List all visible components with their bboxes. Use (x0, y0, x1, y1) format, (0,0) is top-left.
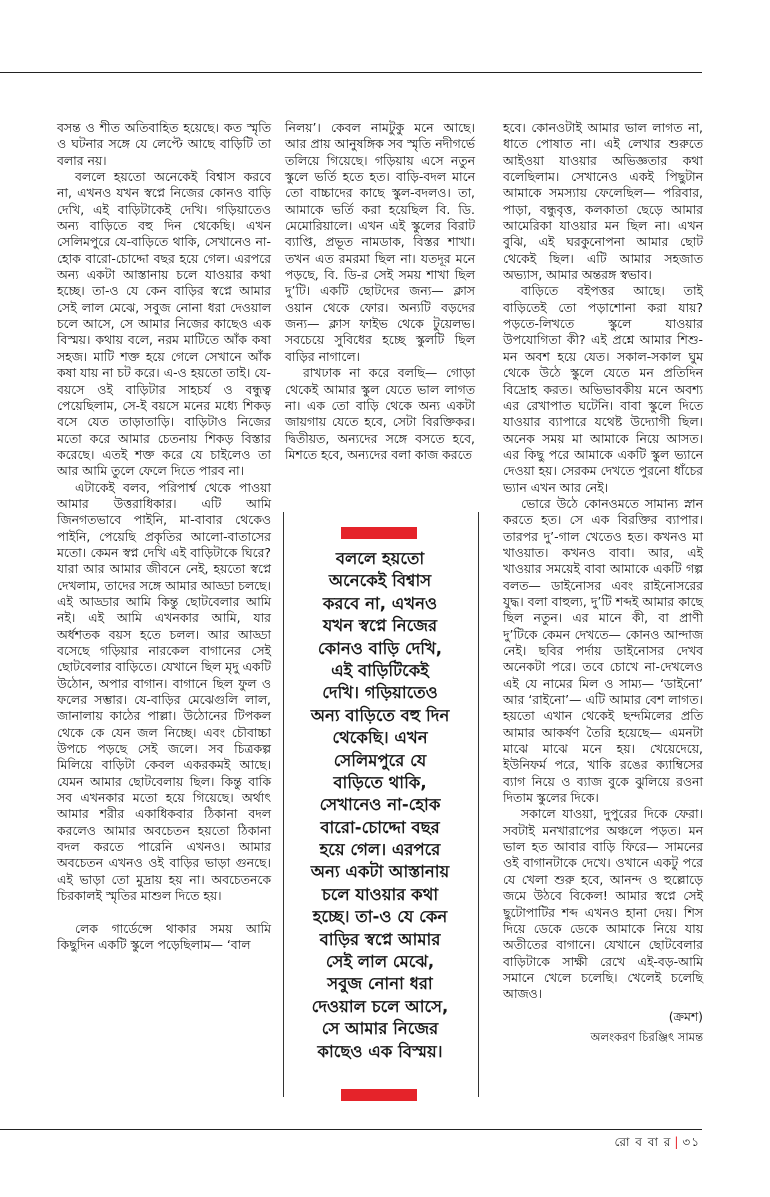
pull-quote-line: হয়ে গেল। এরপরে (319, 840, 441, 860)
bottom-rule (0, 1129, 702, 1130)
pull-quote-line: সেই লাল মেঝে, (325, 952, 435, 972)
pull-quote-line: সবুজ নোনা ধরা (327, 974, 433, 994)
pull-quote-right-border (478, 512, 479, 1097)
pull-quote-line: বাড়ির স্বপ্নে আমার (319, 929, 441, 949)
paragraph: সকালে যাওয়া, দুপুরের দিকে ফেরা। সবটাই মনখারাপের অঞ্চলে পড়ত। মন ভাল হত আবার বাড়ি ফিরে— সামনের ওই বাগানটাকে দেখে। ওখানে একটু পরে যে খেলা শুরু হবে, আনন্দ ও হুল্লোড়ে জমে উঠবে বিকেল! আমার স্বপ্নে সেই ছুটোপাটির শব্দ এখনও হানা দেয়। শিস দিয়ে ডেকে ডেকে আমাকে নিয়ে যায় অতীতের বাগানে। যেখানে ছোটবেলার বাড়িটাকে সাক্ষী রেখে এই-বড়-আমি সমানে খেলে চলেছি। খেলেই চলেছি আজও। (503, 806, 703, 1002)
pull-quote-bottom-bar (341, 1089, 417, 1101)
pull-quote (287, 548, 473, 1063)
pull-quote-line: যখন স্বপ্নে নিজের (322, 616, 438, 636)
pull-quote-line: অন্য বাড়িতে বহু দিন (310, 705, 450, 725)
pull-quote-line: কাছেও এক বিস্ময়। (317, 1041, 443, 1061)
page-number: ৩১ (682, 1135, 700, 1149)
paragraph: বাড়িতে বইপত্তর আছে। তাই বাড়িতেই তো পড়াশোনা করা যায়? পড়তে-লিখতে স্কুলে যাওয়ার উপযোগিতা কী? এই প্রশ্নে আমার শিশু-মন অবশ হয়ে যেত। সকাল-সকাল ঘুম থেকে উঠে স্কুলে যেতে মন প্রতিদিন বিদ্রোহ করত। অভিভাবকীয় মনে অবশ্য এর রেখাপাত ঘটেনি। বাবা স্কুলে দিতে যাওয়ার ব্যাপারে যথেষ্ট উদ্যোগী ছিল। অনেক সময় মা আমাকে নিয়ে আসত। এর কিছু পরে আমাকে একটি স্কুল ভ্যানে দেওয়া হয়। সেরকম দেখতে পুরনো ধাঁচের ভ্যান এখন আর নেই। (503, 283, 703, 495)
paragraph: লেক গার্ডেন্সে থাকার সময় আমি কিছুদিন একটি স্কুলে পড়েছিলাম— ‘বাল (57, 920, 271, 952)
pull-quote-line: অনেকেই বিশ্বাস (328, 571, 432, 591)
pull-quote-line: অন্য একটা আস্তানায় (310, 862, 450, 882)
column-1 (57, 120, 271, 953)
paragraph: হবে। কোনওটাই আমার ভাল লাগত না, ধাতে পোষাত না। এই লেখার শুরুতে আইওয়া যাওয়ার অভিজ্ঞতার কথা বলেছিলাম। সেখানেও একই পিছুটান আমাকে সমস্যায় ফেলেছিল— পরিবার, পাড়া, বন্ধুবৃত্ত, কলকাতা ছেড়ে আমার আমেরিকা যাওয়ার মন ছিল না। এখন বুঝি, এই ঘরকুনোপনা আমার ছোট থেকেই ছিল। এটি আমার সহজাত অভ্যাস, আমার অন্তরঙ্গ স্বভাব। (503, 120, 703, 283)
pull-quote-line: হচ্ছে। তা-ও যে কেন (312, 907, 448, 927)
top-rule (0, 72, 702, 73)
pull-quote-line: এই বাড়িটিকেই (331, 660, 429, 680)
pull-quote-line: চলে যাওয়ার কথা (321, 884, 439, 904)
magazine-name: রো ব বা র (614, 1135, 672, 1149)
paragraph: নিলয়’। কেবল নামটুকু মনে আছে। আর প্রায় আনুষঙ্গিক সব স্মৃতি নদীগর্ভে তলিয়ে গিয়েছে। গড়িয়ায় এসে নতুন স্কুলে ভর্তি হতে হত। বাড়ি-বদল মানে তো বাচ্চাদের কাছে স্কুল-বদলও। তা, আমাকে ভর্তি করা হয়েছিল বি. ডি. মেমোরিয়ালে। এখন এই স্কুলের বিরাট ব্যাপ্তি, প্রভূত নামডাক, বিস্তর শাখা। তখন এত রমরমা ছিল না। যতদূর মনে পড়ছে, বি. ডি-র সেই সময় শাখা ছিল দু’টি। একটি ছোটদের জন্য— ক্লাস ওয়ান থেকে ফোর। অন্যটি বড়দের জন্য— ক্লাস ফাইভ থেকে টুয়েলভ। সবচেয়ে সুবিধের হচ্ছে স্কুলটি ছিল বাড়ির নাগালে। (285, 120, 475, 364)
pull-quote-line: থেকেছি। এখন (332, 728, 428, 748)
pull-quote-top-bar (341, 527, 417, 539)
illustration-credit: অলংকরণ চিরঞ্জিৎ সামন্ত (590, 1029, 703, 1044)
pull-quote-line: দেওয়াল চলে আসে, (311, 996, 449, 1016)
paragraph: বললে হয়তো অনেকেই বিশ্বাস করবে না, এখনও যখন স্বপ্নে নিজের কোনও বাড়ি দেখি, এই বাড়িটাকেই দেখি। গড়িয়াতেও অন্য বাড়িতে বহু দিন থেকেছি। এখন সেলিমপুরে যে-বাড়িতে থাকি, সেখানেও না-হোক বারো-চোদ্দো বছর হয়ে গেল। এরপরে অন্য একটা আস্তানায় চলে যাওয়ার কথা হচ্ছে। তা-ও যে কেন বাড়ির স্বপ্নে আমার সেই লাল মেঝে, সবুজ নোনা ধরা দেওয়াল চলে আসে, সে আমার নিজের কাছেও এক বিস্ময়। কথায় বলে, নরম মাটিতে আঁক কষা সহজ। মাটি শক্ত হয়ে গেলে সেখানে আঁক কষা যায় না চট করে। এ-ও হয়তো তাই। যে-বয়সে ওই বাড়িটার সাহচর্য ও বন্ধুত্ব পেয়েছিলাম, সে-ই বয়সে মনের মধ্যে শিকড় বসে যেত তাড়াতাড়ি। বাড়িটাও নিজের মতো করে আমার চেতনায় শিকড় বিস্তার করেছে। এতই শক্ত করে যে চাইলেও তা আর আমি তুলে ফেলে দিতে পারব না। (57, 169, 271, 479)
paragraph: ভোরে উঠে কোনওমতে সামান্য স্নান করতে হত। সে এক বিরক্তির ব্যাপার। তারপর দু’-গাল খেতেও হত। কখনও মা খাওয়াত। কখনও বাবা। আর, এই খাওয়ার সময়েই বাবা আমাকে একটি গল্প বলত— ডাইনোসর এবং রাইনোসরের যুদ্ধ। বলা বাহুল্য, দু’টি শব্দই আমার কাছে ছিল নতুন। এর মানে কী, বা প্রাণী দু’টিকে কেমন দেখতে— কোনও আন্দাজ নেই। ছবির পর্দায় ডাইনোসর দেখব অনেকটা পরে। তবে চোখে না-দেখলেও এই যে নামের মিল ও সাম্য— ‘ডাইনো’ আর ‘রাইনো’— এটি আমার বেশ লাগত। হয়তো এখান থেকেই ছন্দমিলের প্রতি আমার আকর্ষণ তৈরি হয়েছে— এমনটা মাঝে মাঝে মনে হয়। খেয়েদেয়ে, ইউনিফর্ম পরে, খাকি রঙের ক্যাম্বিসের ব্যাগ নিয়ে ও ব্যাজ বুকে ঝুলিয়ে রওনা দিতাম স্কুলের দিকে। (503, 495, 703, 806)
footer-separator: | (674, 1135, 680, 1149)
pull-quote-line: বাড়িতে থাকি, (333, 772, 427, 792)
page-footer (615, 1134, 700, 1154)
pull-quote-line: দেখি। গড়িয়াতেও (322, 683, 438, 703)
pull-quote-line: বারো-চোদ্দো বছর (320, 817, 440, 837)
pull-quote-line: সেখানেও না-হোক (319, 795, 441, 815)
paragraph: বসন্ত ও শীত অতিবাহিত হয়েছে। কত স্মৃতি ও ঘটনার সঙ্গে যে লেপ্টে আছে বাড়িটি তা বলার নয়। (57, 120, 271, 168)
pull-quote-line: বললে হয়তো (335, 549, 425, 568)
paragraph: রাখঢাক না করে বলছি— গোড়া থেকেই আমার স্কুল যেতে ভাল লাগত না। এক তো বাড়ি থেকে অন্য একটা জায়গায় যেতে হবে, সেটা বিরক্তিকর। দ্বিতীয়ত, অন্যদের সঙ্গে বসতে হবে, মিশতে হবে, অন্যদের বলা কাজ করতে (285, 365, 475, 462)
column-2 (285, 120, 475, 463)
column-3 (503, 120, 703, 1045)
pull-quote-line: সে আমার নিজের (321, 1019, 439, 1039)
pull-quote-line: সেলিমপুরে যে (333, 750, 427, 770)
pull-quote-line: কোনও বাড়ি দেখি, (317, 638, 443, 658)
continued-label: (ক্রমশ) (668, 1008, 703, 1024)
pull-quote-left-border (283, 512, 284, 1097)
paragraph: এটাকেই বলব, পরিপার্শ্ব থেকে পাওয়া আমার উত্তরাধিকার। এটি আমি জিনগতভাবে পাইনি, মা-বাবার থেকেও পাইনি, পেয়েছি প্রকৃতির আলো-বাতাসের মতো। কেমন স্বপ্ন দেখি এই বাড়িটাকে ঘিরে? যারা আর আমার জীবনে নেই, হয়তো স্বপ্নে দেখলাম, তাদের সঙ্গে আমার আড্ডা চলছে। এই আড্ডার আমি কিন্তু ছোটবেলার আমি নই। এই আমি এখনকার আমি, যার অর্ধশতক বয়স হতে চলল। আর আড্ডা বসেছে গড়িয়ার নারকেল বাগানের সেই ছোটবেলার বাড়িতে। যেখানে ছিল মৃদু একটি উঠোন, অপার বাগান। বাগানে ছিল ফুল ও ফলের সম্ভার। যে-বাড়ির মেঝেগুলি লাল, জানালায় কাঠের পাল্লা। উঠোনের টিপকল থেকে কে যেন জল নিচ্ছে। এবং চৌবাচ্চা উপচে পড়ছে সেই জলে। সব চিত্রকল্প মিলিয়ে বাড়িটা কেবল একরকমই আছে। যেমন আমার ছোটবেলায় ছিল। কিন্তু বাকি সব এখনকার মতো হয়ে গিয়েছে। অর্থাৎ আমার শরীর একাধিকবার ঠিকানা বদল করলেও আমার অবচেতন হয়তো ঠিকানা বদল করতে পারেনি এখনও। আমার অবচেতন এখনও ওই বাড়ির ভাড়া গুনছে। এই ভাড়া তো মুদ্রায় হয় না। অবচেতনকে চিরকালই স্মৃতির মাশুল দিতে হয়। (57, 479, 272, 904)
pull-quote-line: করবে না, এখনও (322, 593, 438, 613)
